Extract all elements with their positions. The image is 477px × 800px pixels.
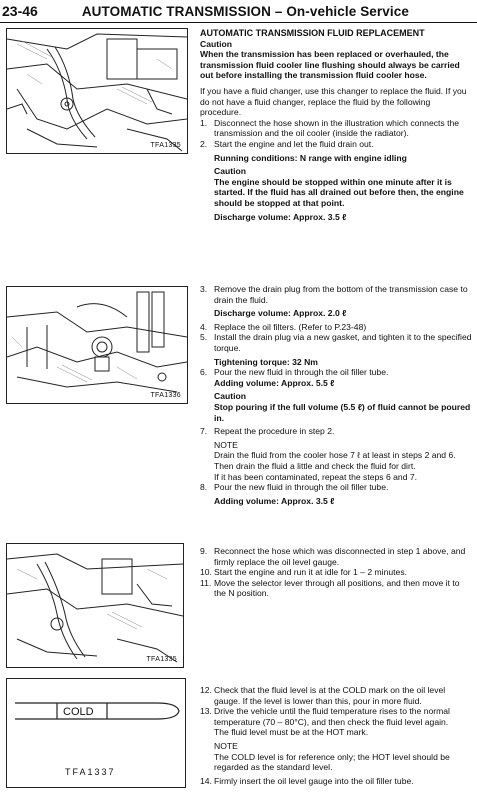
note-label: NOTE — [214, 439, 238, 450]
section-reconnect — [200, 546, 472, 599]
step-6: 6. Pour the new fluid in through the oil filler tube. — [200, 367, 389, 378]
figure-label: TFA1335 — [150, 142, 181, 149]
step-13: 13. Drive the vehicle until the fluid temperature rises to the normal temperature (70 – 80°C), and then check the fluid level again. — [200, 706, 450, 727]
figure-drain-plug — [6, 286, 188, 404]
section-heading: AUTOMATIC TRANSMISSION FLUID REPLACEMENT — [200, 28, 425, 38]
step-8: 8. Pour the new fluid in through the oil filler tube. — [200, 482, 389, 493]
section-level-check — [200, 685, 472, 786]
caution-label: Caution — [214, 391, 246, 402]
step-12: 12. Check that the fluid level is at the COLD mark on the oil level gauge. If the level is lower than this, pour in more fluid. — [200, 685, 446, 706]
caution-text: The engine should be stopped within one minute after it is started. If the fluid has all drained out before then, the engine should be stopped at that point. — [214, 176, 464, 208]
running-conditions: Running conditions: N range with engine idling — [214, 152, 407, 163]
cold-mark-label: COLD — [63, 706, 94, 718]
note-text: The COLD level is for reference only; the HOT level should be regarded as the standard level. — [214, 751, 450, 773]
section-fluid-replacement — [200, 28, 472, 222]
step-9: 9. Reconnect the hose which was disconnected in step 1 above, and firmly replace the oil level gauge. — [200, 546, 466, 567]
discharge-volume: Discharge volume: Approx. 2.0 ℓ — [214, 308, 347, 319]
figure-label: TFA1337 — [65, 767, 116, 777]
note-text: If it has been contaminated, repeat the steps 6 and 7. — [214, 471, 418, 482]
note-text: Drain the fluid from the cooler hose 7 ℓ at least in steps 2 and 6. Then drain the fluid a little and check the fluid for dirt. — [214, 450, 456, 471]
hose-reconnect-illustration — [7, 544, 183, 667]
tightening-torque: Tightening torque: 32 Nm — [214, 356, 318, 367]
caution-text: Stop pouring if the full volume (5.5 ℓ) of fluid cannot be poured in. — [214, 401, 471, 423]
step-11: 11. Move the selector lever through all positions, and then move it to the N position. — [200, 577, 460, 599]
step-5: 5. Install the drain plug via a new gasket, and tighten it to the specified torque. — [200, 332, 472, 353]
hose-illustration — [7, 29, 187, 153]
step-10: 10. Start the engine and run it at idle for 1 – 2 minutes. — [200, 567, 407, 578]
drain-plug-illustration — [7, 287, 187, 403]
step-3: 3. Remove the drain plug from the bottom of the transmission case to drain the fluid. — [200, 284, 468, 305]
note-label: NOTE — [214, 740, 238, 751]
step-2: 2. Start the engine and let the fluid drain out. — [200, 138, 374, 149]
step-7: 7. Repeat the procedure in step 2. — [200, 426, 335, 437]
figure-hose-reconnect — [6, 543, 184, 668]
section-drain-refill — [200, 284, 472, 506]
step-14: 14. Firmly insert the oil level gauge into the oil filler tube. — [200, 775, 414, 786]
page-title: AUTOMATIC TRANSMISSION – On-vehicle Service — [81, 4, 409, 19]
figure-label: TFA1336 — [150, 392, 181, 399]
intro-text: If you have a fluid changer, use this changer to replace the fluid. If you do not have a fluid changer, replace the fluid by the following procedure. — [200, 85, 467, 118]
caution-label: Caution — [214, 166, 246, 177]
discharge-volume: Discharge volume: Approx. 3.5 ℓ — [214, 211, 347, 222]
figure-label: TFA1335 — [146, 656, 177, 663]
adding-volume: Adding volume: Approx. 5.5 ℓ — [214, 377, 335, 388]
page-header — [0, 0, 477, 23]
hot-mark-text: The fluid level must be at the HOT mark. — [214, 727, 369, 738]
page-number: 23-46 — [2, 3, 38, 19]
caution-label: Caution — [200, 38, 232, 49]
figure-oil-level-gauge — [6, 678, 186, 788]
step-1: 1. Disconnect the hose shown in the illustration which connects the transmission and the oil cooler (inside the radiator). — [200, 117, 460, 139]
caution-text: When the transmission has been replaced or overhauled, the transmission fluid cooler line flushing should always be carried out before installing the transmission fluid cooler hose. — [200, 49, 460, 81]
adding-volume: Adding volume: Approx. 3.5 ℓ — [214, 495, 335, 506]
step-4: 4. Replace the oil filters. (Refer to P.23-48) — [200, 321, 367, 332]
figure-hose-disconnect — [6, 28, 188, 154]
